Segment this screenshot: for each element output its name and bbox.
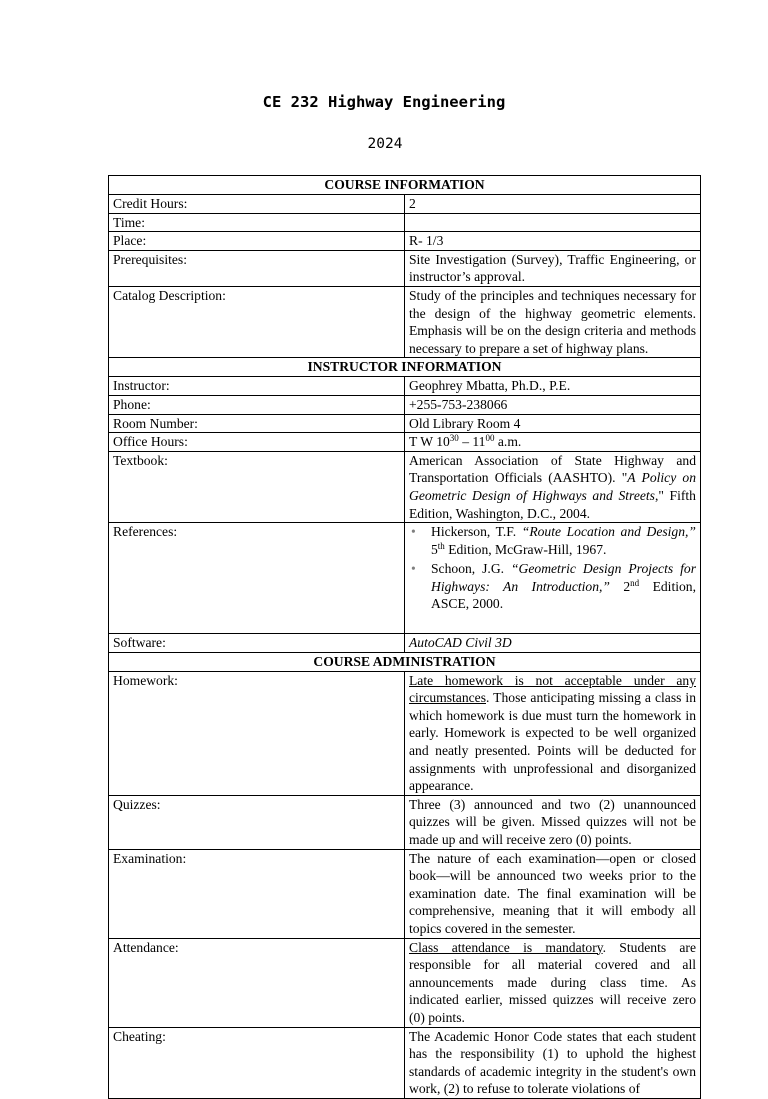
office-hours-dash: – 11 — [458, 434, 486, 450]
homework-policy-emphasis: Late homework is not acceptable under any circumstances — [409, 672, 696, 706]
textbook-publisher: American Association of State Highway and Transportation Officials (AASHTO). " — [409, 452, 696, 486]
office-hours-prefix: T W 10 — [409, 434, 450, 450]
course-information-heading: COURSE INFORMATION — [109, 176, 701, 195]
phone-value: +255-753-238066 — [405, 395, 701, 414]
room-number-value: Old Library Room 4 — [405, 414, 701, 433]
reference-edition-suffix: th — [437, 540, 445, 551]
quizzes-value: Three (3) announced and two (2) unannounced quizzes will be given. Missed quizzes will not be made up and will receive zero (0) points. — [405, 795, 701, 849]
cheating-label: Cheating: — [109, 1027, 405, 1098]
room-number-label: Room Number: — [109, 414, 405, 433]
instructor-label: Instructor: — [109, 377, 405, 396]
place-value: R- 1/3 — [405, 232, 701, 251]
catalog-description-label: Catalog Description: — [109, 286, 405, 357]
course-administration-heading: COURSE ADMINISTRATION — [109, 652, 701, 671]
office-hours-label: Office Hours: — [109, 433, 405, 452]
reference-title: “Geometric Design Projects for Highways: An Introduction,” — [431, 561, 696, 594]
time-label: Time: — [109, 213, 405, 232]
examination-label: Examination: — [109, 849, 405, 938]
year-label: 2024 — [367, 136, 403, 152]
table-row — [109, 451, 701, 522]
textbook-label: Textbook: — [109, 451, 405, 522]
reference-author: Hickerson, T.F. — [431, 524, 522, 540]
cheating-value: The Academic Honor Code states that each student has the responsibility (1) to uphold the highest standards of academic integrity in the student's own work, (2) to refuse to tolerate violations of — [405, 1027, 701, 1098]
catalog-description-value: Study of the principles and techniques necessary for the design of the highway geometric elements. Emphasis will be on the design criteria and methods necessary to prepare a set of highway plans. — [405, 286, 701, 357]
table-row — [109, 795, 701, 849]
quizzes-label: Quizzes: — [109, 795, 405, 849]
attendance-policy-text: . Students are responsible for all material covered and all announcements made during class time. As indicated earlier, missed quizzes will receive zero (0) points. — [409, 939, 696, 1025]
table-row — [109, 671, 701, 795]
table-row — [109, 377, 701, 396]
bullet-icon: • — [411, 524, 416, 540]
reference-edition-number: 5 — [431, 541, 438, 557]
textbook-edition: ," Fifth Edition, Washington, D.C., 2004. — [409, 487, 696, 521]
table-row — [109, 849, 701, 938]
office-hours-start-minutes: 30 — [449, 433, 459, 444]
credit-hours-value: 2 — [405, 195, 701, 214]
section-header-row — [109, 176, 701, 195]
reference-title: “Route Location and Design,” — [521, 524, 696, 540]
page-title: CE 232 Highway Engineering — [262, 93, 506, 111]
time-value — [405, 213, 701, 232]
attendance-policy-emphasis: Class attendance is mandatory — [409, 939, 603, 955]
prerequisites-label: Prerequisites: — [109, 250, 405, 286]
table-row — [109, 395, 701, 414]
table-row — [109, 433, 701, 452]
instructor-value: Geophrey Mbatta, Ph.D., P.E. — [405, 377, 701, 396]
office-hours-suffix: a.m. — [494, 434, 522, 450]
reference-edition-suffix: nd — [630, 577, 640, 588]
instructor-information-heading: INSTRUCTOR INFORMATION — [109, 358, 701, 377]
references-spacer — [409, 613, 696, 633]
reference-author: Schoon, J.G. — [431, 561, 511, 577]
phone-label: Phone: — [109, 395, 405, 414]
list-item — [409, 523, 696, 558]
table-row — [109, 232, 701, 251]
reference-details: Edition, ASCE, 2000. — [431, 578, 696, 612]
textbook-value — [405, 451, 701, 522]
prerequisites-value: Site Investigation (Survey), Traffic Engineering, or instructor’s approval. — [405, 250, 701, 286]
office-hours-value — [405, 433, 701, 452]
table-row — [109, 938, 701, 1027]
table-row — [109, 213, 701, 232]
attendance-label: Attendance: — [109, 938, 405, 1027]
software-name: AutoCAD Civil 3D — [409, 635, 512, 651]
list-item — [409, 560, 696, 613]
homework-value — [405, 671, 701, 795]
table-row — [109, 634, 701, 653]
credit-hours-label: Credit Hours: — [109, 195, 405, 214]
homework-label: Homework: — [109, 671, 405, 795]
table-row — [109, 1027, 701, 1098]
office-hours-end-minutes: 00 — [485, 433, 495, 444]
place-label: Place: — [109, 232, 405, 251]
table-row — [109, 414, 701, 433]
bullet-icon: • — [411, 561, 416, 577]
table-row — [109, 250, 701, 286]
software-value — [405, 634, 701, 653]
reference-details: Edition, McGraw-Hill, 1967. — [444, 541, 607, 557]
software-label: Software: — [109, 634, 405, 653]
reference-edition-number: 2 — [609, 578, 631, 594]
examination-value: The nature of each examination—open or closed book—will be announced two weeks prior to the examination date. The final examination will be comprehensive, meaning that it will embody all topics covered in the semester. — [405, 849, 701, 938]
references-label: References: — [109, 523, 405, 634]
attendance-value — [405, 938, 701, 1027]
syllabus-table — [108, 175, 701, 1099]
table-row — [109, 523, 701, 634]
homework-policy-text: . Those anticipating missing a class in which homework is due must turn the homework in early. Homework is expected to be well organized and neatly presented. Points will be deducted for assignments with unprofessional and disorganized appearance. — [409, 690, 696, 794]
section-header-row — [109, 652, 701, 671]
section-header-row — [109, 358, 701, 377]
table-row — [109, 195, 701, 214]
table-row — [109, 286, 701, 357]
references-list — [409, 523, 696, 613]
textbook-title: A Policy on Geometric Design of Highways and Streets — [409, 470, 697, 503]
references-value — [405, 523, 701, 634]
